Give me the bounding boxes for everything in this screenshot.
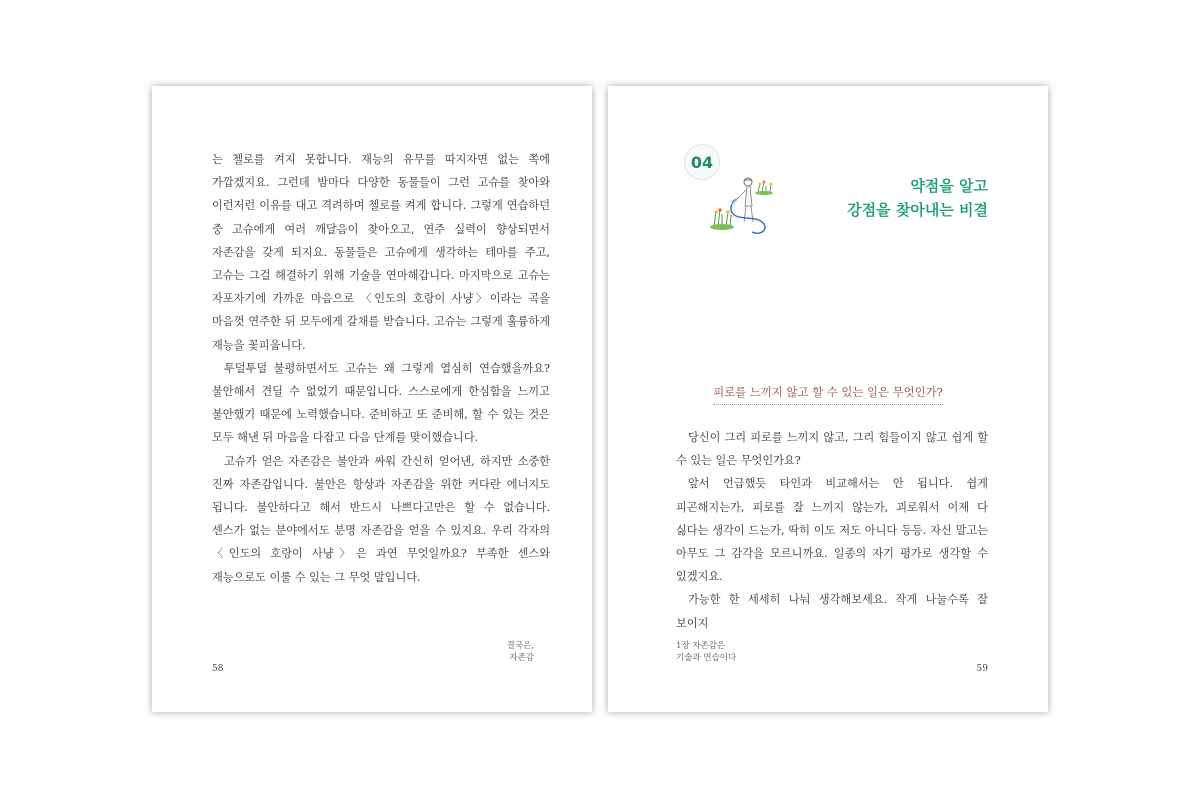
right-page xyxy=(608,86,1048,712)
left-running-head xyxy=(507,640,534,664)
left-paragraph-3: 고슈가 얻은 자존감은 불안과 싸워 간신히 얻어낸, 하지만 소중한 진짜 자존감입니다. 불안은 항상과 자존감을 위한 커다란 에너지도 됩니다. 불안하다고 해서 반드시 나쁘다고만은 할 수 없습니다. 센스가 없는 분야에서도 분명 자존감을 얻을 수 있지요. 우리 각자의 〈인도의 호랑이 사냥〉은 과연 무엇일까요? 부족한 센스와 재능으로도 이룰 수 있는 그 무엇 말입니다. xyxy=(212,454,550,584)
right-page-number: 59 xyxy=(976,664,988,674)
left-body-text xyxy=(212,148,550,589)
left-paragraph-2: 투덜투덜 불평하면서도 고슈는 왜 그렇게 열심히 연습했을까요? 불안해서 견딜 수 없었기 때문입니다. 스스로에게 한심함을 느끼고 불안했기 때문에 노력했습니다. 준비하고 또 준비해, 할 수 있는 것은 모두 해낸 뒤 마음을 다잡고 다음 단계를 맞이했습니다. xyxy=(212,361,550,445)
right-running-head-line1: 1장 자존감은 xyxy=(676,641,726,651)
section-question xyxy=(608,384,1048,405)
left-paragraph-1: 는 첼로를 켜지 못합니다. 재능의 유무를 따지자면 없는 쪽에 가깝겠지요. 그런데 밤마다 다양한 동물들이 그런 고슈를 찾아와 이런저런 이유를 대고 격려하며 첼로를 켜게 합니다. 그렇게 연습하던 중 고슈에게 여러 깨달음이 찾아오고, 연주 실력이 향상되면서 자존감을 갖게 되지요. 동물들은 고슈에게 생각하는 테마를 주고, 고슈는 그걸 해결하기 위해 기술을 연마해갑니다. 마지막으로 고슈는 자포자기에 가까운 마음으로 〈인도의 호랑이 사냥〉이라는 곡을 마음껏 연주한 뒤 모두에게 갈채를 받습니다. 고슈는 그렇게 훌륭하게 재능을 꽃피웁니다. xyxy=(212,153,550,352)
right-paragraph-2: 앞서 언급했듯 타인과 비교해서는 안 됩니다. 쉽게 피곤해지는가, 피로를 잘 느끼지 않는가, 괴로워서 이제 다 싫다는 생각이 드는가, 딱히 이도 저도 아니다 등등. 자신 말고는 아무도 그 감각을 모르니까요. 일종의 자기 평가로 생각할 수 있겠지요. xyxy=(676,477,988,584)
right-running-head-line2: 기술과 연습이다 xyxy=(676,653,737,663)
left-running-head-line1: 결국은, xyxy=(506,641,534,651)
gardener-watering-illustration xyxy=(700,172,782,242)
right-paragraph-1: 당신이 그리 피로를 느끼지 않고, 그리 힘들이지 않고 쉽게 할 수 있는 일은 무엇인가요? xyxy=(676,431,988,468)
left-page-number: 58 xyxy=(212,664,224,674)
chapter-number-badge: 04 xyxy=(684,144,720,180)
chapter-title-line2: 강점을 찾아내는 비결 xyxy=(847,201,988,219)
chapter-title-line1: 약점을 알고 xyxy=(910,177,988,195)
left-page xyxy=(152,86,592,712)
section-question-text: 피로를 느끼지 않고 할 수 있는 일은 무엇인가? xyxy=(713,384,943,405)
left-running-head-line2: 자존감 xyxy=(509,653,534,663)
right-body-text xyxy=(676,426,988,635)
right-running-head xyxy=(676,640,736,664)
right-paragraph-3: 가능한 한 세세히 나눠 생각해보세요. 작게 나눌수록 잘 보이지 xyxy=(676,593,988,630)
chapter-title xyxy=(847,174,988,222)
